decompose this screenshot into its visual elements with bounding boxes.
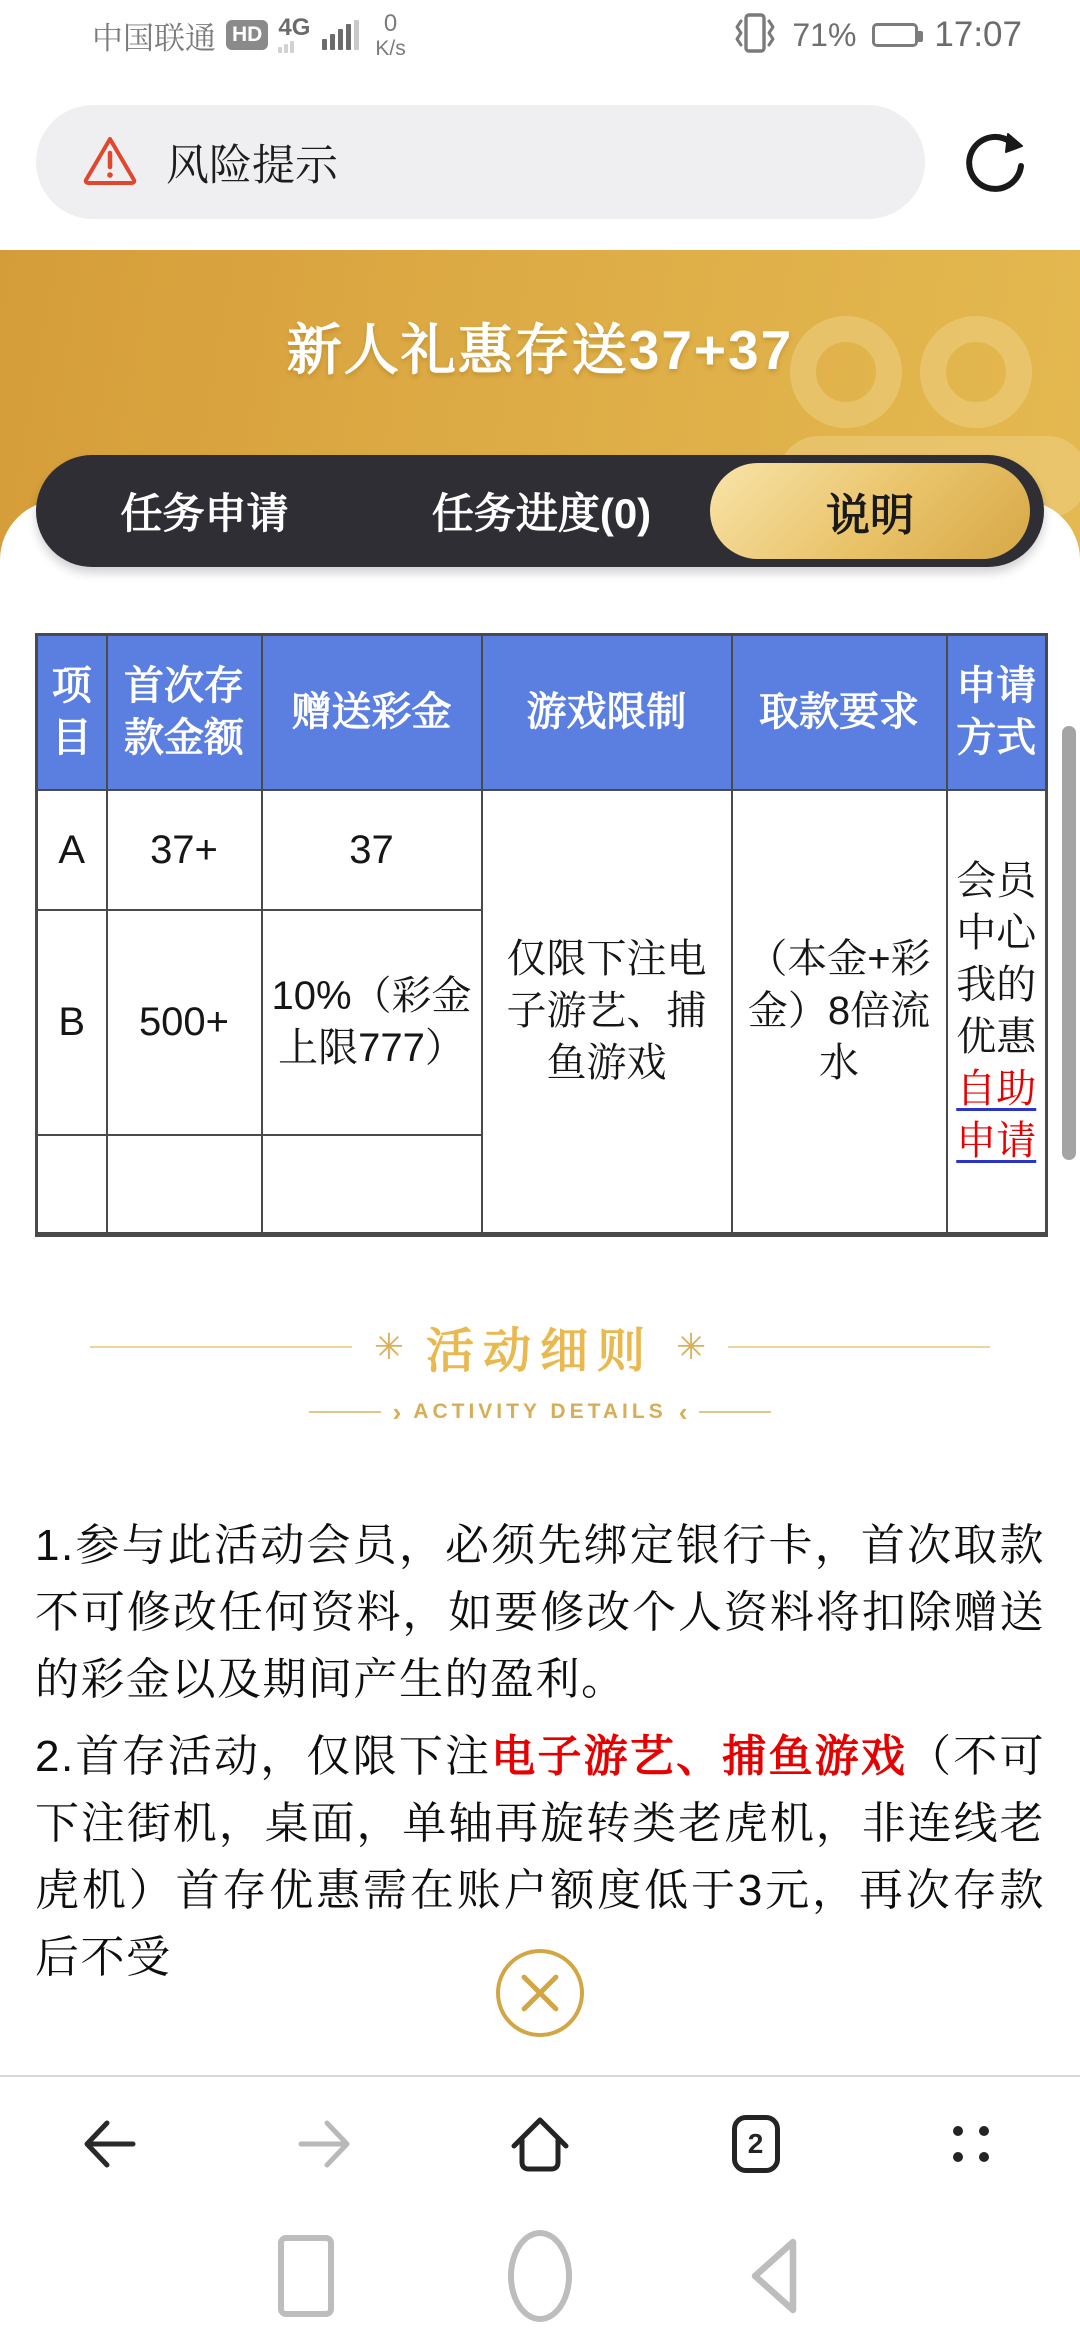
vibrate-icon — [732, 10, 776, 61]
speed-unit: K/s — [375, 36, 406, 60]
status-right — [732, 10, 1022, 61]
cell-item-b: B — [37, 910, 107, 1135]
network-type-label: 4G — [278, 14, 311, 42]
risk-warning-icon — [82, 134, 138, 191]
sunburst-icon: ✳ — [373, 1325, 404, 1367]
sunburst-icon: ✳ — [676, 1325, 707, 1367]
empty-cell — [262, 1135, 482, 1235]
cell-withdraw-req: （本金+彩金）8倍流水 — [732, 790, 947, 1235]
header-bonus: 赠送彩金 — [262, 635, 482, 790]
carrier-label: 中国联通 — [92, 20, 216, 56]
network-indicator — [278, 14, 311, 53]
header-first-deposit: 首次存款金额 — [107, 635, 262, 790]
recents-square-icon — [278, 2235, 334, 2317]
clock-label: 17:07 — [934, 15, 1022, 54]
header-withdraw-req: 取款要求 — [732, 635, 947, 790]
ornament-line-right — [699, 1411, 771, 1413]
menu-dots-icon — [953, 2126, 989, 2162]
rule-2-highlight: 电子游艺、捕鱼游戏 — [491, 1732, 908, 1781]
url-text: 风险提示 — [166, 141, 338, 190]
tab-task-apply[interactable]: 任务申请 — [36, 481, 373, 541]
url-bar[interactable] — [36, 105, 925, 219]
details-title-row — [90, 1312, 990, 1381]
speed-value: 0 — [383, 9, 398, 37]
close-button[interactable] — [496, 1949, 584, 2037]
arrow-right-icon: › — [392, 1397, 402, 1427]
signal-bars-icon — [322, 20, 359, 50]
home-icon — [502, 2108, 578, 2180]
android-back-button[interactable] — [737, 2226, 811, 2326]
rule-2-end: （不可下注街机，桌面，单轴再旋转类老虎机，非连线老虎机）首存优惠需在账户额度低于3元，再次存款后不受 — [35, 1732, 1046, 1982]
back-arrow-icon — [73, 2108, 145, 2180]
header-apply-method: 申请方式 — [947, 635, 1047, 790]
hd-badge: HD — [226, 20, 268, 50]
cell-item-a: A — [37, 790, 107, 910]
cell-deposit-a: 37+ — [107, 790, 262, 910]
refresh-button[interactable] — [954, 120, 1038, 204]
promo-tab-bar — [36, 455, 1044, 567]
promo-title: 新人礼惠存送37+37 — [286, 319, 794, 381]
signal-secondary-icon — [278, 41, 294, 53]
rule-1: 1.参与此活动会员，必须先绑定银行卡，首次取款不可修改任何资料，如要修改个人资料将扣除赠送的彩金以及期间产生的盈利。 — [35, 1521, 1045, 1704]
header-item: 项目 — [37, 635, 107, 790]
details-subtitle: ACTIVITY DETAILS — [413, 1400, 667, 1423]
cell-bonus-b: 10%（彩金上限777） — [262, 910, 482, 1135]
recents-button[interactable] — [269, 2226, 343, 2326]
cell-game-limit: 仅限下注电子游艺、捕鱼游戏 — [482, 790, 732, 1235]
apply-method-text: 会员中心我的优惠 — [956, 859, 1037, 1060]
forward-arrow-icon — [289, 2108, 361, 2180]
browser-url-area — [0, 64, 1080, 250]
ornament-line-left — [309, 1411, 381, 1413]
cell-apply-method — [947, 790, 1047, 1235]
browser-nav-bar — [0, 2077, 1080, 2211]
tab-task-progress[interactable]: 任务进度(0) — [373, 481, 710, 541]
ornament-line-right — [728, 1346, 990, 1348]
tab-instructions[interactable]: 说明 — [710, 463, 1030, 559]
battery-percent-label: 71% — [792, 16, 857, 53]
rules-text — [35, 1512, 1045, 1991]
network-speed — [375, 9, 406, 60]
menu-button[interactable] — [926, 2099, 1016, 2189]
back-button[interactable] — [64, 2099, 154, 2189]
refresh-icon — [960, 126, 1032, 198]
header-game-limit: 游戏限制 — [482, 635, 732, 790]
empty-cell — [37, 1135, 107, 1235]
rule-2-start: 2.首存活动，仅限下注 — [35, 1732, 492, 1781]
home-circle-icon — [508, 2230, 572, 2322]
table-row — [37, 790, 1047, 910]
back-triangle-icon — [741, 2230, 807, 2322]
cell-bonus-a: 37 — [262, 790, 482, 910]
arrow-left-icon: ‹ — [678, 1397, 688, 1427]
home-button[interactable] — [495, 2099, 585, 2189]
status-left — [92, 9, 406, 60]
battery-icon — [872, 23, 918, 47]
empty-cell — [107, 1135, 262, 1235]
ornament-line-left — [90, 1346, 352, 1348]
android-nav-bar — [0, 2212, 1080, 2340]
status-bar — [0, 0, 1080, 64]
tab-count-icon — [732, 2115, 780, 2173]
self-apply-link[interactable]: 自助申请 — [956, 1067, 1037, 1164]
details-subtitle-row — [0, 1399, 1080, 1425]
cell-deposit-b: 500+ — [107, 910, 262, 1135]
details-title: 活动细则 — [426, 1325, 655, 1378]
tabs-button[interactable] — [711, 2099, 801, 2189]
page-scrollbar[interactable] — [1062, 726, 1076, 1160]
promo-table — [35, 633, 1048, 1237]
table-header-row — [37, 635, 1047, 790]
activity-details-header — [0, 1312, 1080, 1425]
forward-button[interactable] — [280, 2099, 370, 2189]
tab-count: 2 — [747, 2128, 764, 2159]
home-pill-button[interactable] — [503, 2226, 577, 2326]
